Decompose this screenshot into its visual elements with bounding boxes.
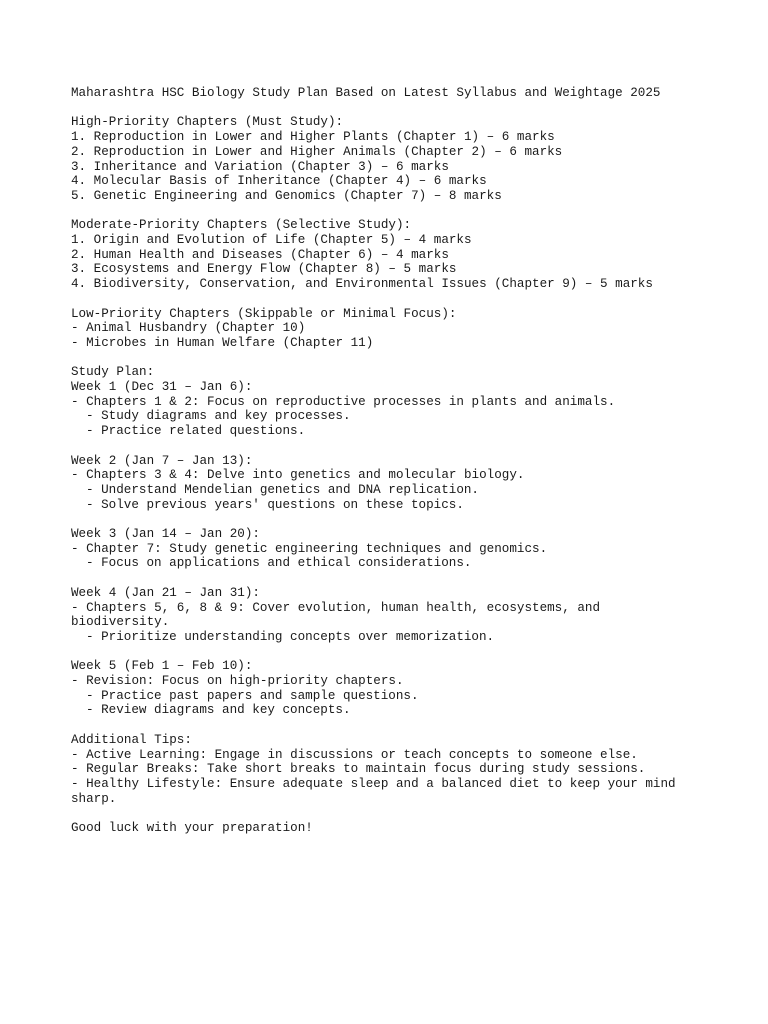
- week-main: - Chapters 5, 6, 8 & 9: Cover evolution, human health, ecosystems, and biodiversity.: [71, 600, 608, 630]
- week-sub: - Solve previous years' questions on these topics.: [86, 497, 464, 512]
- low-priority-item: - Animal Husbandry (Chapter 10): [71, 321, 306, 336]
- spacer: [71, 645, 691, 660]
- low-priority-item: - Microbes in Human Welfare (Chapter 11): [71, 335, 374, 350]
- week-title: Week 3 (Jan 14 – Jan 20):: [71, 527, 260, 541]
- high-priority-item: 3. Inheritance and Variation (Chapter 3) – 6 marks: [71, 159, 449, 174]
- tip-item: - Healthy Lifestyle: Ensure adequate sleep and a balanced diet to keep your mind sharp.: [71, 776, 684, 806]
- week-sub: - Understand Mendelian genetics and DNA replication.: [86, 482, 479, 497]
- week-main: - Chapters 3 & 4: Delve into genetics and molecular biology.: [71, 468, 525, 483]
- week-sub: - Review diagrams and key concepts.: [86, 703, 351, 718]
- high-priority-item: 4. Molecular Basis of Inheritance (Chapter 4) – 6 marks: [71, 174, 487, 189]
- tip-item: - Regular Breaks: Take short breaks to maintain focus during study sessions.: [71, 762, 646, 777]
- moderate-priority-item: 2. Human Health and Diseases (Chapter 6) – 4 marks: [71, 247, 449, 262]
- spacer: [71, 718, 691, 733]
- week-sub: - Prioritize understanding concepts over memorization.: [86, 629, 495, 644]
- tips-heading: Additional Tips:: [71, 732, 192, 747]
- high-priority-item: 5. Genetic Engineering and Genomics (Chapter 7) – 8 marks: [71, 188, 502, 203]
- document-title: Maharashtra HSC Biology Study Plan Based on Latest Syllabus and Weightage 2025: [71, 86, 661, 100]
- moderate-priority-item: 4. Biodiversity, Conservation, and Environmental Issues (Chapter 9) – 5 marks: [71, 277, 653, 292]
- week-sub: - Focus on applications and ethical considerations.: [86, 556, 472, 571]
- week-sub: - Practice related questions.: [86, 424, 306, 439]
- week-sub: - Study diagrams and key processes.: [86, 409, 351, 424]
- spacer: [71, 439, 691, 454]
- spacer: [71, 571, 691, 586]
- week-title: Week 2 (Jan 7 – Jan 13):: [71, 453, 253, 468]
- spacer: [71, 101, 691, 116]
- closing-line: Good luck with your preparation!: [71, 821, 313, 835]
- document-body: [71, 86, 691, 836]
- moderate-priority-item: 1. Origin and Evolution of Life (Chapter 5) – 4 marks: [71, 233, 472, 247]
- week-title: Week 5 (Feb 1 – Feb 10):: [71, 659, 253, 674]
- spacer: [71, 204, 691, 219]
- week-main: - Chapter 7: Study genetic engineering techniques and genomics.: [71, 541, 548, 556]
- spacer: [71, 351, 691, 366]
- moderate-priority-item: 3. Ecosystems and Energy Flow (Chapter 8) – 5 marks: [71, 262, 457, 277]
- spacer: [71, 292, 691, 307]
- high-priority-item: 2. Reproduction in Lower and Higher Animals (Chapter 2) – 6 marks: [71, 144, 563, 159]
- week-title: Week 1 (Dec 31 – Jan 6):: [71, 380, 253, 394]
- high-priority-heading: High-Priority Chapters (Must Study):: [71, 115, 344, 130]
- tip-item: - Active Learning: Engage in discussions or teach concepts to someone else.: [71, 747, 638, 762]
- high-priority-item: 1. Reproduction in Lower and Higher Plants (Chapter 1) – 6 marks: [71, 130, 555, 145]
- week-sub: - Practice past papers and sample questions.: [86, 688, 419, 703]
- week-main: - Chapters 1 & 2: Focus on reproductive processes in plants and animals.: [71, 394, 616, 409]
- moderate-priority-heading: Moderate-Priority Chapters (Selective Study):: [71, 218, 412, 233]
- spacer: [71, 806, 691, 821]
- study-plan-heading: Study Plan:: [71, 365, 155, 380]
- week-title: Week 4 (Jan 21 – Jan 31):: [71, 585, 260, 600]
- week-main: - Revision: Focus on high-priority chapters.: [71, 674, 404, 688]
- spacer: [71, 512, 691, 527]
- low-priority-heading: Low-Priority Chapters (Skippable or Minimal Focus):: [71, 306, 457, 321]
